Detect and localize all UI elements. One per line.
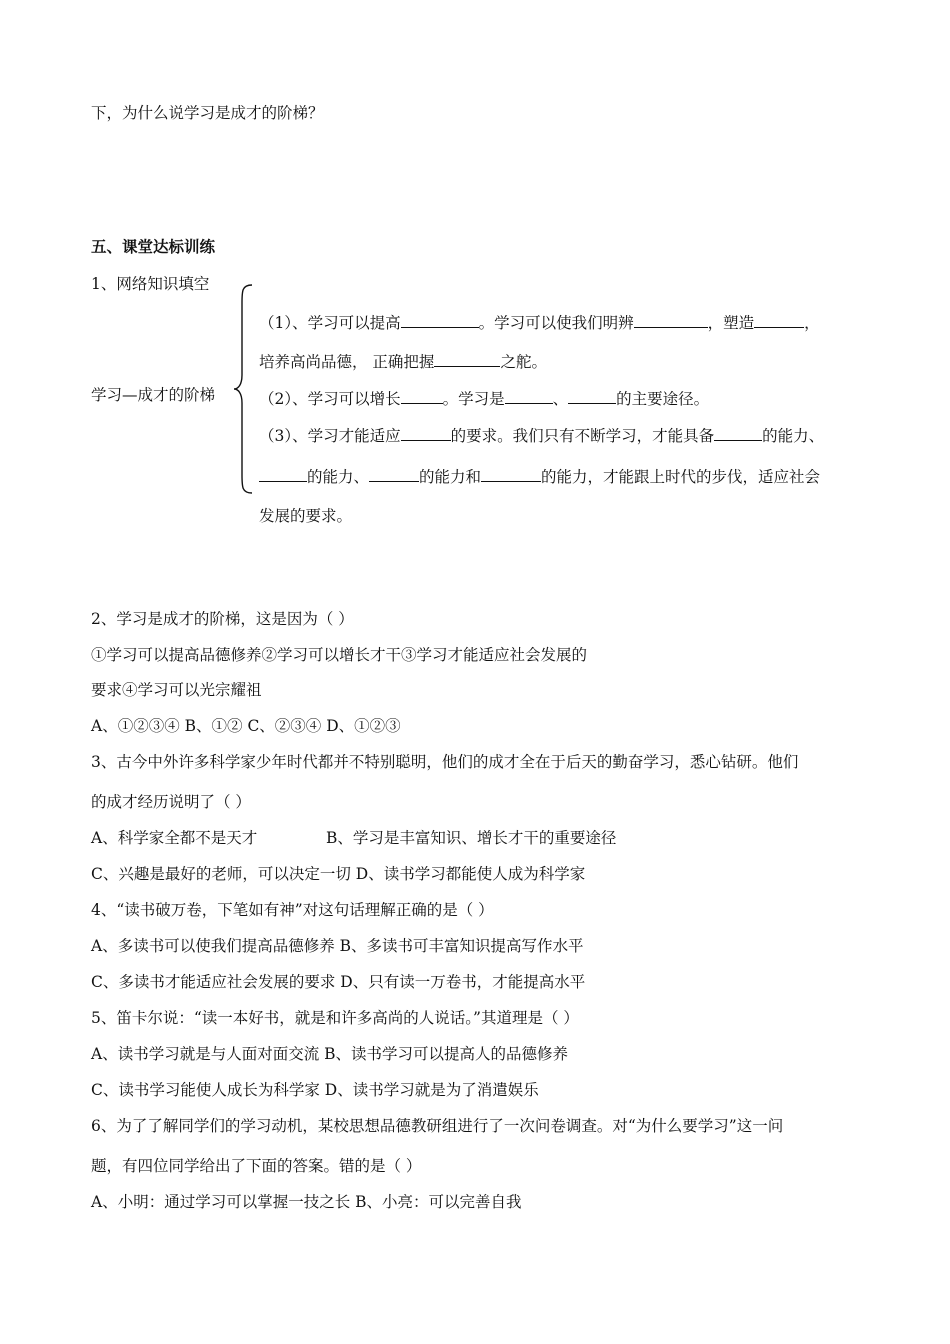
q4-options-cd: C、多读书才能适应社会发展的要求 D、只有读一万卷书，才能提高水平	[91, 973, 586, 991]
q1-item3-text-d: 的能力、	[307, 468, 370, 486]
intro-question: 下，为什么说学习是成才的阶梯？	[91, 104, 324, 122]
q5-stem: 5、笛卡尔说：“读一本好书，就是和许多高尚的人说话。”其道理是（ ）	[91, 1009, 579, 1027]
q2-line2: ①学习可以提高品德修养②学习可以增长才干③学习才能适应社会发展的	[91, 646, 588, 664]
q1-item3-text-e: 的能力和	[419, 468, 482, 486]
q1-item1-text-a: （1）、学习可以提高	[259, 314, 401, 332]
q1-item2-text-d: 的主要途径。	[616, 390, 710, 408]
q3-option-b: B、学习是丰富知识、增长才干的重要途径	[326, 829, 617, 847]
q1-item3-line1	[259, 424, 824, 446]
blank-10[interactable]	[259, 465, 307, 482]
q1-item3-text-a: （3）、学习才能适应	[259, 427, 401, 445]
q3-stem: 3、古今中外许多科学家少年时代都并不特别聪明，他们的成才全在于后天的勤奋学习，悉心钻研。他们	[91, 753, 799, 771]
q3-options-cd: C、兴趣是最好的老师，可以决定一切 D、读书学习都能使人成为科学家	[91, 865, 586, 883]
q6-stem: 6、为了了解同学们的学习动机，某校思想品德教研组进行了一次问卷调查。对“为什么要学习”这一问	[91, 1117, 784, 1135]
q1-item2-text-a: （2）、学习可以增长	[259, 390, 401, 408]
q1-item3-line2	[259, 465, 820, 487]
q1-item2-text-c: 、	[552, 390, 569, 408]
q1-item1-text-d: ，	[804, 314, 820, 332]
q6-options-ab: A、小明：通过学习可以掌握一技之长 B、小亮：可以完善自我	[91, 1193, 522, 1211]
q5-options-ab: A、读书学习就是与人面对面交流 B、读书学习可以提高人的品德修养	[91, 1045, 569, 1063]
q1-item1-text-b: 。学习可以使我们明辨	[478, 314, 634, 332]
q5-options-cd: C、读书学习能使人成长为科学家 D、读书学习就是为了消遣娱乐	[91, 1081, 539, 1099]
blank-7[interactable]	[568, 387, 616, 404]
blank-1[interactable]	[401, 311, 479, 328]
blank-5[interactable]	[401, 387, 443, 404]
q1-item1-line1	[259, 311, 820, 333]
q1-item3-text-b: 的要求。我们只有不断学习，才能具备	[450, 427, 715, 445]
q1-title: 1、网络知识填空	[91, 275, 210, 293]
q3-stem-2: 的成才经历说明了（ ）	[91, 793, 251, 811]
blank-12[interactable]	[481, 465, 541, 482]
q1-item1-text-e: 培养高尚品德， 正确把握	[259, 353, 435, 371]
q4-stem: 4、“读书破万卷，下笔如有神”对这句话理解正确的是（ ）	[91, 901, 494, 919]
section-title: 五、课堂达标训练	[91, 238, 216, 256]
q1-item1-line2	[259, 350, 547, 372]
blank-3[interactable]	[754, 311, 804, 328]
blank-11[interactable]	[369, 465, 419, 482]
curly-brace-icon	[232, 283, 254, 495]
q2-stem: 2、学习是成才的阶梯，这是因为（ ）	[91, 610, 354, 628]
blank-4[interactable]	[434, 350, 500, 367]
q1-item2-text-b: 。学习是	[442, 390, 505, 408]
blank-2[interactable]	[634, 311, 708, 328]
q1-item1-text-c: ，塑造	[707, 314, 755, 332]
q4-options-ab: A、多读书可以使我们提高品德修养 B、多读书可丰富知识提高写作水平	[91, 937, 584, 955]
q1-item3-text-f: 的能力，才能跟上时代的步伐，适应社会	[541, 468, 821, 486]
q1-item2	[259, 387, 709, 409]
q1-center-label: 学习—成才的阶梯	[91, 386, 216, 404]
blank-6[interactable]	[505, 387, 553, 404]
q2-line3: 要求④学习可以光宗耀祖	[91, 681, 262, 699]
q2-options: A、①②③④ B、①② C、②③④ D、①②③	[91, 717, 401, 735]
q6-stem-2: 题，有四位同学给出了下面的答案。错的是（ ）	[91, 1157, 422, 1175]
blank-8[interactable]	[401, 424, 451, 441]
q3-option-a: A、科学家全都不是天才	[91, 829, 258, 847]
q1-item3-line3: 发展的要求。	[259, 507, 353, 525]
q1-item3-text-c: 的能力、	[762, 427, 825, 445]
blank-9[interactable]	[714, 424, 762, 441]
q1-item1-text-f: 之舵。	[500, 353, 547, 371]
